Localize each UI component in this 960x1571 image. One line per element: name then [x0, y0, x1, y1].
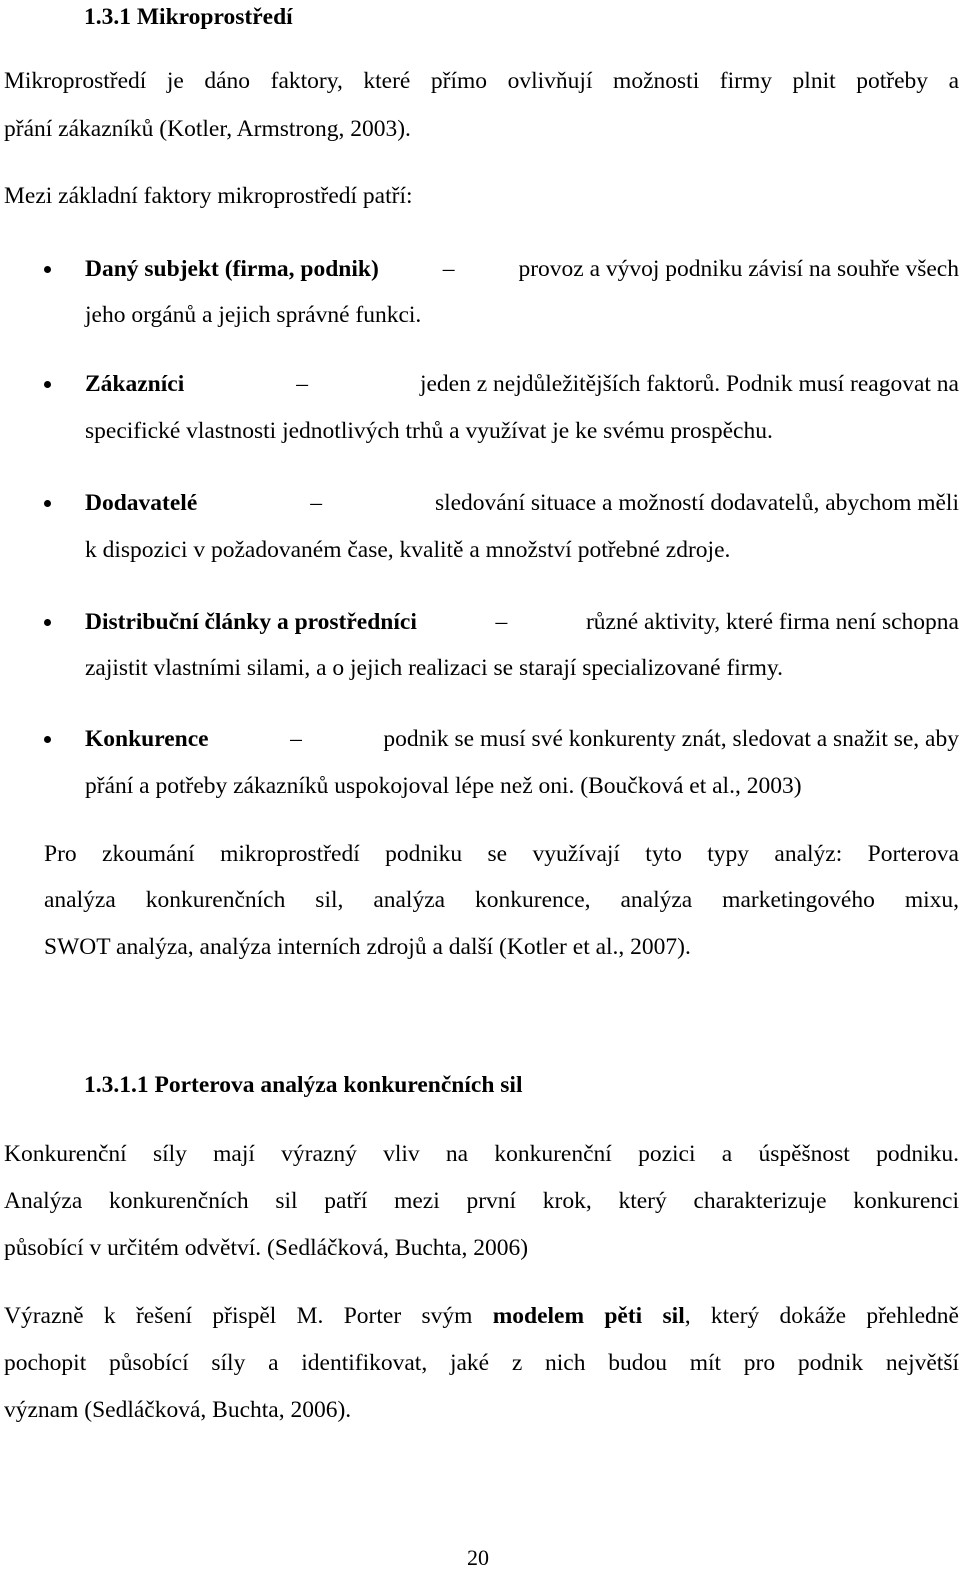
- paragraph-line: význam (Sedláčková, Buchta, 2006).: [4, 1397, 352, 1423]
- paragraph-text: [4, 1301, 959, 1331]
- paragraph-text: Pro zkoumání mikroprostředí podniku se využívají tyto typy analýz: Porterova: [44, 841, 959, 867]
- list-item-line-2: specifické vlastnosti jednotlivých trhů a využívat je ke svému prospěchu.: [85, 418, 773, 444]
- list-item-line-1: [85, 724, 959, 754]
- paragraph-line: [4, 1348, 959, 1378]
- list-item-dash: –: [495, 609, 508, 635]
- paragraph-line: [4, 1186, 959, 1216]
- paragraph-text: analýza konkurenčních sil, analýza konkurence, analýza marketingového mixu,: [44, 887, 959, 913]
- paragraph-line: [4, 1139, 959, 1169]
- list-item-text: podnik se musí své konkurenty znát, sledovat a snažit se, aby: [383, 726, 959, 752]
- list-item-term: Dodavatelé: [85, 490, 198, 516]
- list-item-text: provoz a vývoj podniku závisí na souhře všech: [518, 256, 959, 282]
- intro-text-1: Mikroprostředí je dáno faktory, které přímo ovlivňují možnosti firmy plnit potřeby a: [4, 68, 959, 94]
- list-item-text: sledování situace a možností dodavatelů, abychom měli: [434, 490, 959, 516]
- bold-phrase: modelem pěti sil: [492, 1303, 685, 1329]
- list-item-text: jeden z nejdůležitějších faktorů. Podnik musí reagovat na: [419, 371, 959, 397]
- paragraph-text: Konkurenční síly mají výrazný vliv na konkurenční pozici a úspěšnost podniku.: [4, 1141, 959, 1167]
- list-item-line-1: [85, 488, 959, 518]
- list-item-dash: –: [442, 256, 455, 282]
- factors-intro: Mezi základní faktory mikroprostředí patří:: [4, 183, 413, 209]
- paragraph-text-post: , který dokáže přehledně: [684, 1303, 959, 1329]
- list-item-term: Konkurence: [85, 726, 209, 752]
- subsection-heading: 1.3.1.1 Porterova analýza konkurenčních sil: [84, 1072, 523, 1098]
- list-item-line-1: [85, 607, 959, 637]
- list-item-dash: –: [310, 490, 322, 516]
- list-item-dash: –: [296, 371, 308, 397]
- paragraph-line: [44, 839, 959, 869]
- paragraph-text-pre: Výrazně k řešení přispěl M. Porter svým: [4, 1303, 473, 1329]
- bullet-icon: [44, 381, 51, 388]
- bullet-icon: [44, 736, 51, 743]
- bullet-icon: [44, 500, 51, 507]
- paragraph-line: [4, 1301, 959, 1331]
- intro-line-1: [4, 66, 959, 96]
- list-item-term: Daný subjekt (firma, podnik): [85, 256, 379, 282]
- bullet-icon: [44, 619, 51, 626]
- paragraph-line: SWOT analýza, analýza interních zdrojů a další (Kotler et al., 2007).: [44, 934, 691, 960]
- list-item-line-1: [85, 369, 959, 399]
- paragraph-text: pochopit působící síly a identifikovat, jaké z nich budou mít pro podnik největší: [4, 1350, 959, 1376]
- list-item-text: různé aktivity, které firma není schopna: [585, 609, 959, 635]
- section-heading: 1.3.1 Mikroprostředí: [84, 4, 293, 30]
- list-item-term: Distribuční články a prostředníci: [85, 609, 417, 635]
- paragraph-line: [44, 885, 959, 915]
- list-item-line-2: k dispozici v požadovaném čase, kvalitě a množství potřebné zdroje.: [85, 537, 731, 563]
- list-item-line-2: přání a potřeby zákazníků uspokojoval lépe než oni. (Boučková et al., 2003): [85, 773, 802, 799]
- paragraph-line: působící v určitém odvětví. (Sedláčková, Buchta, 2006): [4, 1235, 529, 1261]
- list-item-line-1: [85, 254, 959, 284]
- bullet-icon: [44, 266, 51, 273]
- list-item-line-2: jeho orgánů a jejich správné funkci.: [85, 302, 422, 328]
- intro-line-2: přání zákazníků (Kotler, Armstrong, 2003).: [4, 116, 411, 142]
- page-number: 20: [467, 1545, 489, 1570]
- list-item-term: Zákazníci: [85, 371, 185, 397]
- list-item-dash: –: [290, 726, 302, 752]
- paragraph-text: Analýza konkurenčních sil patří mezi první krok, který charakterizuje konkurenci: [4, 1188, 959, 1214]
- list-item-line-2: zajistit vlastními silami, a o jejich realizaci se starají specializované firmy.: [85, 655, 784, 681]
